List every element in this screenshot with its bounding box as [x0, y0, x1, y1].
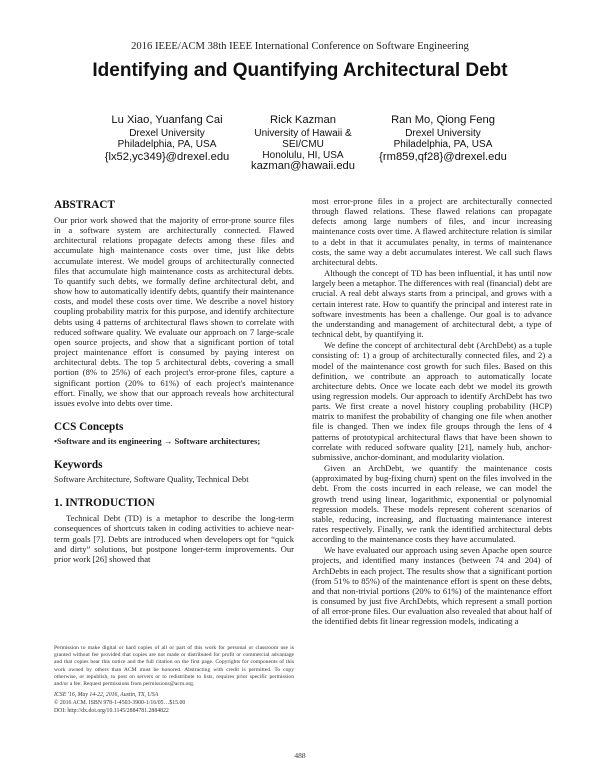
body-paragraph: We define the concept of architectural debt (ArchDebt) as a tuple consisting of: 1) a group of architecturally connected files, and 2) a model of the maintenance cost growth for such files. Based on this definition, we contribute an approach to automatically locate architecture debts. Once we locate each debt we model its growth using regression models. Our approach to identify ArchDebt has two parts. We first create a novel history coupling probability (HCP) matrix to manifest the probability of changing one file when another file is changed. Then we index file groups through the lens of 4 patterns of prototypical architectural flaws that have been shown to correlate with reduced software quality [21], namely hub, anchor-submissive, anchor-dominant, and modularity violation. — [312, 340, 552, 462]
body-paragraph: Given an ArchDebt, we quantify the maintenance costs (approximated by bug-fixing churn) spent on the files involved in the debt. From the costs incurred in each release, we can model the growth trend using linear, logarithmic, exponential or polynomial regression models. These models represent coherent scenarios of stable, reducing, increasing, and fluctuating maintenance interest rates respectively. Finally, we rank the identified architectural debts according to the maintenance costs they have accumulated. — [312, 463, 552, 545]
author-affiliation: Drexel University — [405, 128, 481, 139]
author-affiliation: Honolulu, HI, USA — [262, 150, 344, 161]
venue-line: ICSE '16, May 14-22, 2016, Austin, TX, USA — [54, 692, 159, 699]
copyright-line: © 2016 ACM. ISBN 978-1-4503-3900-1/16/05…$15.00 — [54, 700, 186, 707]
intro-heading: 1. INTRODUCTION — [54, 497, 155, 510]
intro-text: Technical Debt (TD) is a metaphor to describe the long-term consequences of shortcuts taken in coding activities to achieve near-term goals [7]. Debts are introduced when developers opt for “quick and dirty” solutions, but postpone longer-term improvements. Our prior work [26] showed that — [54, 513, 294, 564]
body-paragraph: We have evaluated our approach using seven Apache open source projects, and identified many instances (between 74 and 204) of ArchDebts in each project. The results show that a significant portion (from 51% to 85%) of the maintenance effort is spent on these debts, and that non-trivial portions (20% to 61%) of the maintenance effort is consumed by just five ArchDebts, which represent a small portion of all error-prone files. Our evaluation also revealed that about half of the identified debts fit linear regression models, indicating a — [312, 545, 552, 627]
conference-header: 2016 IEEE/ACM 38th IEEE International Conference on Software Engineering — [131, 41, 469, 52]
abstract-text: Our prior work showed that the majority of error-prone source files in a software system are architecturally connected. Flawed architectural relations propagate defects among these files and accumulate high maintenance costs over time, just like debts accumulate interest. We model groups of architecturally connected files that accumulate high maintenance costs as architectural debts. To quantify such debts, we formally define architectural debt, and show how to automatically identify debts, quantify their maintenance costs, and model these costs over time. We describe a novel history coupling probability matrix for this purpose, and identify architecture debts using 4 patterns of architectural flaws shown to correlate with reduced software quality. We evaluate our approach on 7 large-scale open source projects, and show that a significant portion of total project maintenance effort is consumed by paying interest on architectural debts. The top 5 architectural debts, covering a small portion (8% to 25%) of each project's error-prone files, capture a significant portion (20% to 61%) of each project's maintenance effort. Finally, we show that our approach reveals how architectural issues evolve into debts over time. — [54, 215, 294, 408]
author-email: {rm859,qf28}@drexel.edu — [379, 151, 507, 163]
ccs-text: •Software and its engineering → Software architectures; — [54, 435, 261, 446]
right-column — [312, 196, 552, 628]
keywords-heading: Keywords — [54, 459, 103, 472]
doi-link[interactable]: DOI: http://dx.doi.org/10.1145/2884781.2884822 — [54, 708, 169, 715]
author-affiliation: SEI/CMU — [282, 139, 324, 150]
page-number: 488 — [294, 751, 306, 760]
left-column — [54, 199, 294, 565]
keywords-text: Software Architecture, Software Quality, Technical Debt — [54, 474, 249, 485]
author-name: Ran Mo, Qiong Feng — [391, 114, 495, 126]
ccs-heading: CCS Concepts — [54, 420, 124, 433]
footnote-meta — [54, 691, 294, 715]
author-affiliation: Philadelphia, PA, USA — [117, 139, 217, 150]
author-affiliation: Philadelphia, PA, USA — [393, 139, 493, 150]
author-email: kazman@hawaii.edu — [250, 160, 356, 172]
author-affiliation: Drexel University — [129, 128, 205, 139]
author-affiliation: University of Hawaii & — [254, 128, 352, 139]
paper-title: Identifying and Quantifying Architectural Debt — [92, 60, 508, 81]
body-paragraph: Although the concept of TD has been influential, it has until now largely been a metaphor. The differences with real (financial) debt are crucial. A real debt always starts from a principal, and grows with a certain interest rate. How to quantify the principal and interest rate in software investments has been a challenge. Our goal is to advance the understanding and management of architectural debt, a type of technical debt, by quantifying it. — [312, 268, 552, 340]
abstract-heading: ABSTRACT — [54, 199, 115, 211]
author-email: {lx52,yc349}@drexel.edu — [104, 151, 230, 163]
author-name: Rick Kazman — [270, 114, 336, 126]
copyright-footnote — [54, 645, 294, 715]
permission-text: Permission to make digital or hard copies of all or part of this work for personal or classroom use is granted without fee provided that copies are not made or distributed for profit or commercial advantage and that copies bear this notice and the full citation on the first page. Copyrights for components of this work owned by others than ACM must be honored. Abstracting with credit is permitted. To copy otherwise, or republish, to post on servers or to redistribute to lists, requires prior specific permission and/or a fee. Request permissions from permissions@acm.org. — [54, 645, 294, 688]
body-paragraph: most error-prone files in a project are architecturally connected through flawed relations. These flawed relations can propagate defects among large numbers of files, and incur increasing maintenance costs over time. A flawed architecture relation is similar to a debt in that it accumulates penalty, in terms of maintenance costs, the same way a debt accumulates interest. We call such flaws architectural debts. — [312, 196, 552, 267]
author-name: Lu Xiao, Yuanfang Cai — [111, 114, 223, 126]
author-block-3 — [358, 115, 528, 163]
